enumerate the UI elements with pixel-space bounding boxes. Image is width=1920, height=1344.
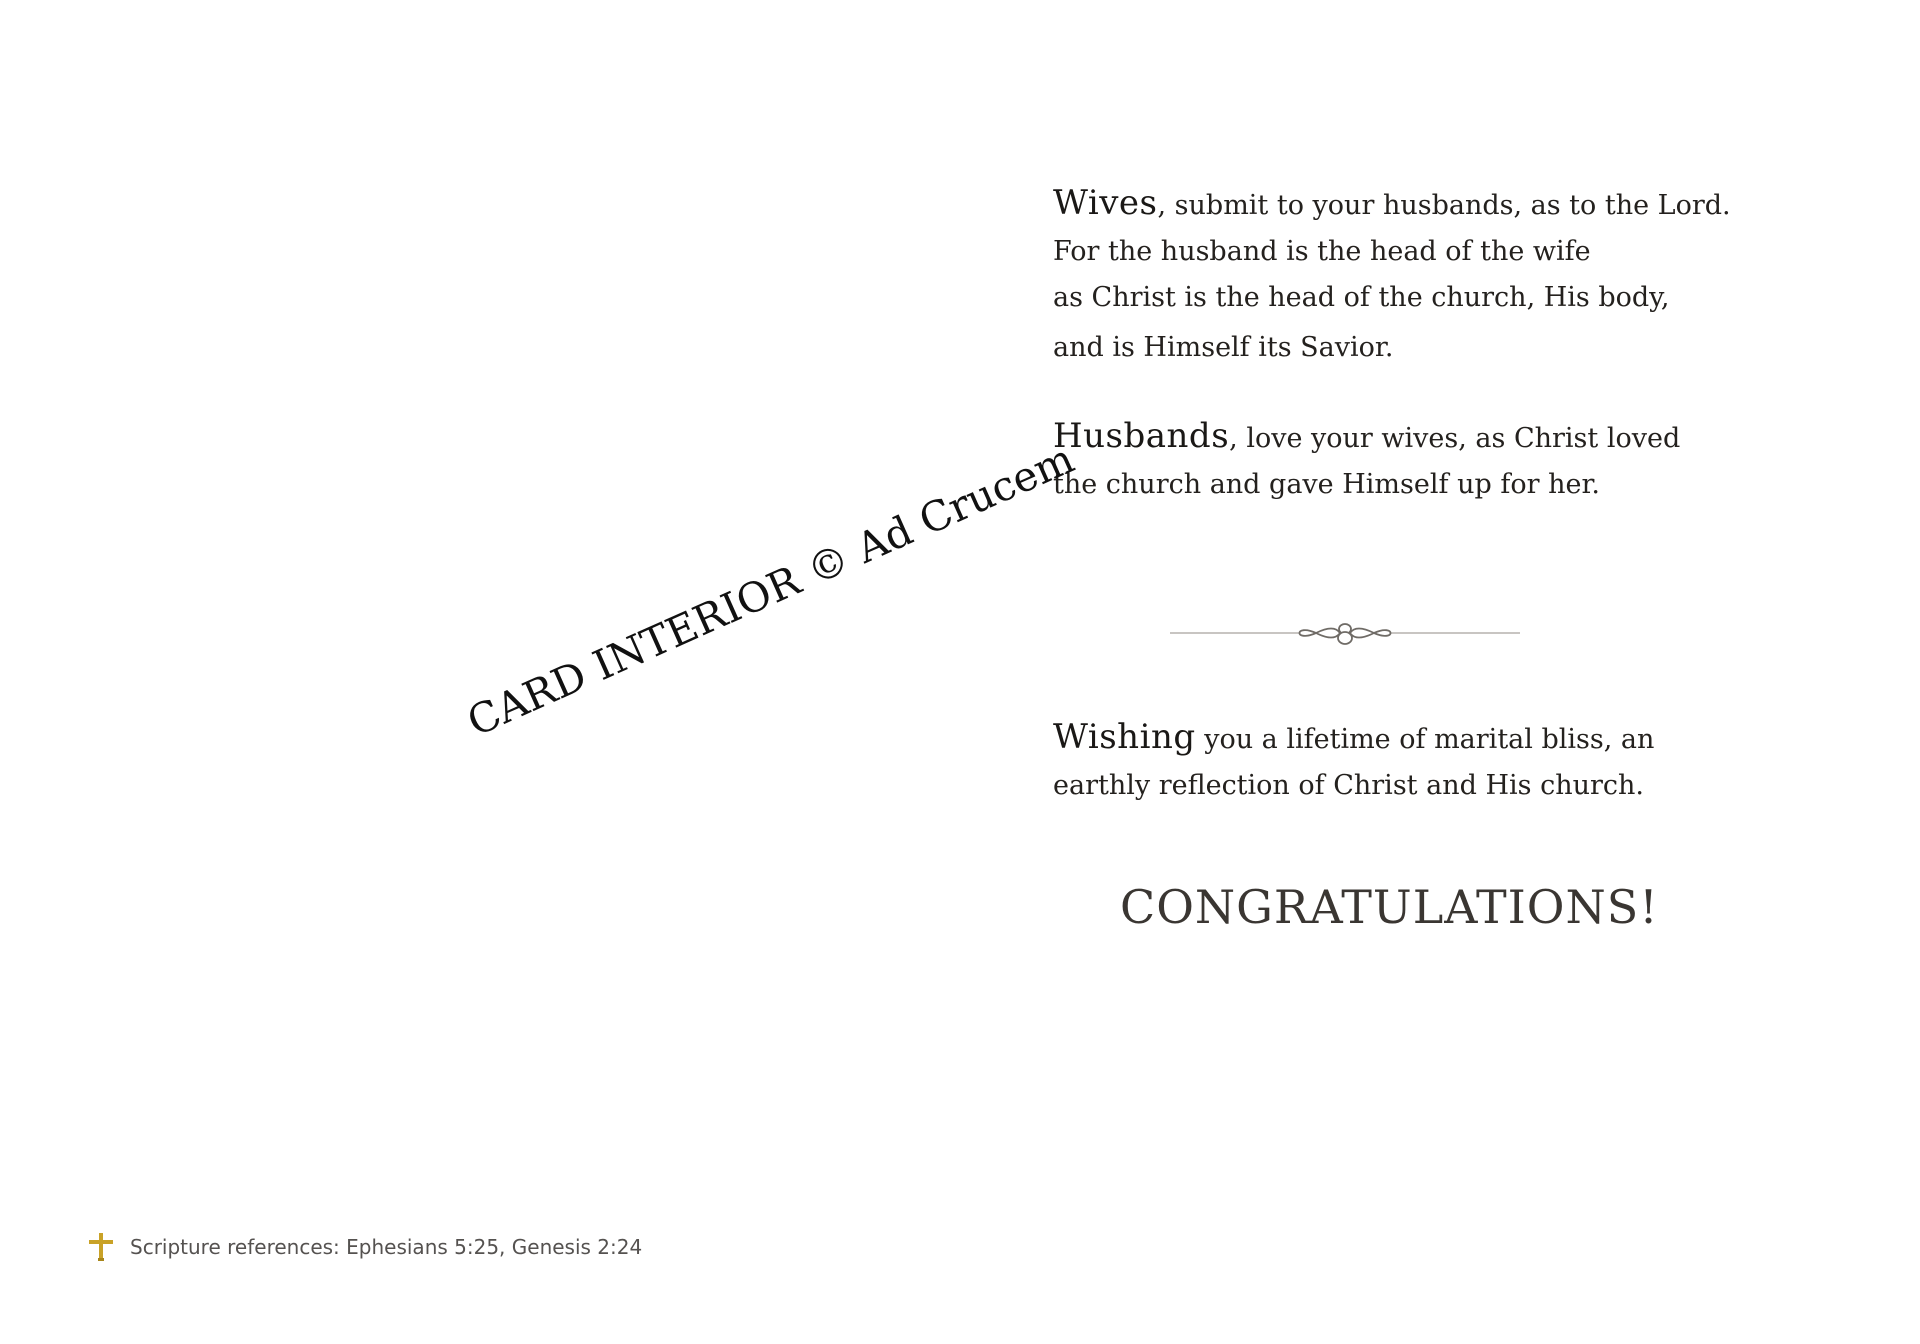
- congratulations-heading: CONGRATULATIONS!: [1120, 880, 1659, 934]
- husbands-verse: [1053, 413, 1680, 508]
- ornamental-flourish-icon: [1170, 620, 1520, 646]
- wishing-lead-word: Wishing: [1053, 717, 1196, 757]
- husbands-line-1: [1053, 413, 1680, 462]
- wishing-message: [1053, 714, 1654, 809]
- wishing-line-2: earthly reflection of Christ and His church.: [1053, 770, 1644, 801]
- cross-icon: [86, 1232, 116, 1262]
- wives-line-1-rest: , submit to your husbands, as to the Lord.: [1157, 190, 1731, 221]
- wishing-line-1: [1053, 714, 1654, 763]
- wives-line-1: [1053, 180, 1731, 229]
- wives-verse: [1053, 180, 1731, 371]
- husbands-line-1-rest: , love your wives, as Christ loved: [1229, 423, 1681, 454]
- scripture-footer: [86, 1232, 642, 1262]
- wives-line-4: and is Himself its Savior.: [1053, 332, 1394, 363]
- wishing-line-1-rest: you a lifetime of marital bliss, an: [1195, 724, 1655, 755]
- card-interior-watermark: CARD INTERIOR © Ad Crucem: [460, 434, 1081, 746]
- husbands-lead-word: Husbands: [1053, 416, 1230, 456]
- scripture-references: Scripture references: Ephesians 5:25, Genesis 2:24: [130, 1235, 643, 1259]
- wives-line-3: as Christ is the head of the church, His body,: [1053, 282, 1670, 313]
- wives-line-2: For the husband is the head of the wife: [1053, 236, 1591, 267]
- husbands-line-2: the church and gave Himself up for her.: [1053, 469, 1600, 500]
- wives-lead-word: Wives: [1053, 183, 1158, 223]
